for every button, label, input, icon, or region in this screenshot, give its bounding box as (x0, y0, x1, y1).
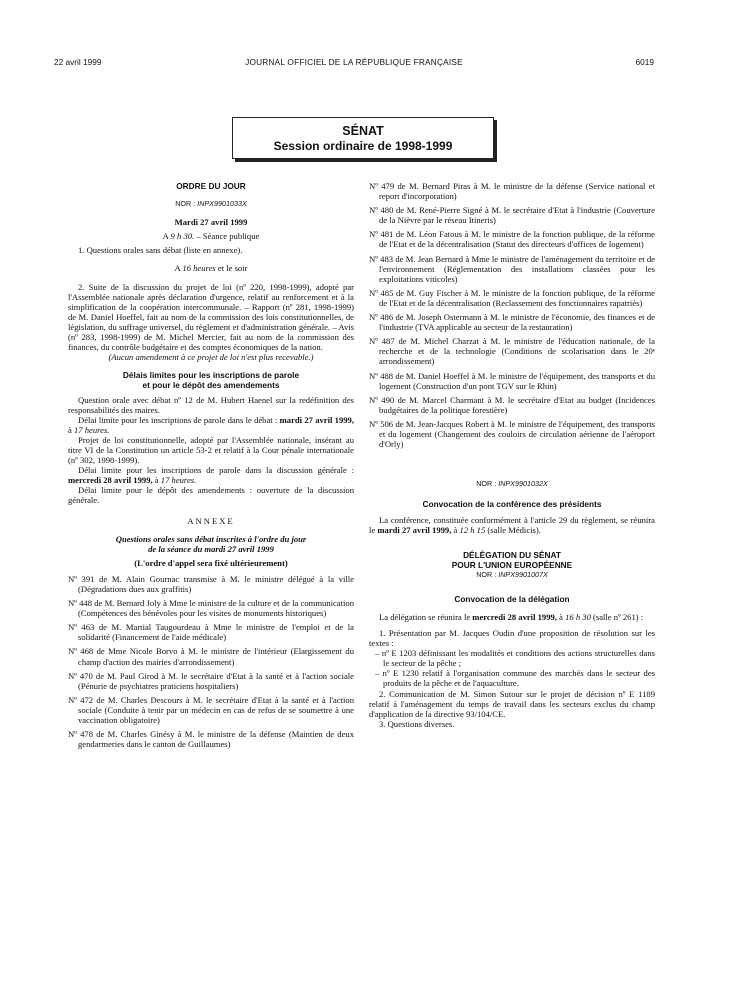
session-date: Mardi 27 avril 1999 (174, 217, 248, 228)
delais-heading-line2: et pour le dépôt des amendements (142, 380, 280, 391)
annexe-order-note: (L'ordre d'appel sera fixé ultérieurement) (134, 557, 288, 568)
question-item: Nº 470 de M. Paul Girod à M. le secrétaire d'Etat à la santé et à l'action sociale (Pénurie de psychiatres praticiens hospitaliers) (68, 670, 354, 691)
seance-time-afternoon: A 16 heures et le soir (174, 263, 248, 274)
delegation-paragraph: La délégation se réunira le mercredi 28 avril 1999, à 16 h 30 (salle nº 261) : (379, 611, 644, 622)
annexe-subheading: de la séance du mardi 27 avril 1999 (148, 543, 274, 554)
question-item: Nº 487 de M. Michel Charzat à M. le ministre de l'éducation nationale, de la recherche et de la technologie (Conditions de scolarisation dans le 20ᵉ arrondissement) (369, 336, 655, 367)
delegation-heading: POUR L'UNION EUROPÉENNE (451, 559, 573, 570)
nor-reference: NOR : INPX9901007X (476, 569, 548, 579)
question-item: Nº 391 de M. Alain Gournac transmise à M. le ministre délégué à la ville (Dégradations dues aux graffitis) (68, 573, 354, 594)
question-item: Nº 479 de M. Bernard Piras à M. le ministre de la défense (Service national et report d'incorporation) (369, 181, 655, 202)
delais-paragraph: Question orale avec débat nº 12 de M. Hubert Haenel sur la redéfinition des responsabilités des maires. (68, 394, 354, 415)
delegation-item-2: 2. Communication de M. Simon Sutour sur le projet de décision nº E 1189 relatif à l'aménagement du temps de travail dans les secteurs exclus du champ d'application de la directive 93/104/CE. (369, 688, 655, 719)
agenda-item-2: 2. Suite de la discussion du projet de loi (nº 220, 1998-1999), adopté par l'Assemblée nationale après déclaration d'urgence, relatif au renforcement et à la simplification de la coopération intercommunale. – Rapport (nº 281, 1998-1999) de M. Daniel Hoeffel, fait au nom de la commission des lois constitutionnelles, de législation, du suffrage universel, du règlement et d'administration générale. – Avis (nº 283, 1998-1999) de M. Michel Mercier, fait au nom de la commission des finances, du contrôle budgétaire et des comptes économiques de la nation. (68, 281, 354, 353)
agenda-item-1: 1. Questions orales sans débat (liste en annexe). (78, 245, 243, 256)
seance-time-morning: A 9 h 30. – Séance publique (162, 231, 260, 242)
session-title: Session ordinaire de 1998-1999 (273, 139, 453, 153)
ordre-du-jour-heading: ORDRE DU JOUR (176, 181, 246, 191)
delais-paragraph: Délai limite pour les inscriptions de parole dans la discussion générale : mercredi 28 avril 1999, à 17 heures. (68, 465, 354, 486)
question-item: Nº 490 de M. Marcel Charmant à M. le secrétaire d'Etat au budget (Incidences budgétaires de la politique forestière) (369, 394, 655, 415)
nor-reference: NOR : INPX9901033X (175, 199, 247, 209)
question-item: Nº 478 de M. Charles Ginésy à M. le ministre de la défense (Maintien de deux gendarmeries dans le canton de Guillaumes) (68, 729, 354, 750)
right-column (369, 181, 655, 729)
annexe-subheading: Questions orales sans débat inscrites à l'ordre du jour (115, 533, 307, 544)
question-item: Nº 486 de M. Joseph Ostermann à M. le ministre de l'économie, des finances et de l'industrie (TVA applicable au secteur de la restauration) (369, 312, 655, 333)
question-item: Nº 481 de M. Léon Fatous à M. le ministre de la fonction publique, de la réforme de l'Etat et de la décentralisation (Statut des directeurs d'offices de logement) (369, 229, 655, 250)
conference-paragraph: La conférence, constituée conformément à l'article 29 du règlement, se réunira le mardi 27 avril 1999, à 12 h 15 (salle Médicis). (369, 515, 655, 536)
question-item: Nº 506 de M. Jean-Jacques Robert à M. le ministre de l'équipement, des transports et du logement (Changement des couloirs de circulation aérienne de l'aéroport d'Orly) (369, 418, 655, 450)
delegation-item-1: 1. Présentation par M. Jacques Oudin d'une proposition de résolution sur les textes : (369, 628, 655, 649)
nor-reference: NOR : INPX9901032X (476, 479, 548, 489)
delegation-item-3: 3. Questions diverses. (379, 718, 455, 729)
page-number: 6019 (635, 57, 654, 67)
question-item: Nº 483 de M. Jean Bernard à Mme le ministre de l'aménagement du territoire et de l'environnement (Réglementation des installations classées pour les exploitations viticoles) (369, 253, 655, 284)
delegation-subitem: – nº E 1203 définissant les modalités et conditions des actions structurelles dans le secteur de la pêche ; (375, 648, 655, 669)
delais-paragraph: Délai limite pour les inscriptions de parole dans le débat : mardi 27 avril 1999, à 17 heures. (68, 414, 354, 435)
header-date: 22 avril 1999 (54, 57, 102, 67)
delais-paragraph: Délai limite pour le dépôt des amendements : ouverture de la discussion générale. (68, 485, 354, 506)
senate-title: SÉNAT (342, 124, 384, 138)
delegation-heading: DÉLÉGATION DU SÉNAT (463, 549, 561, 560)
question-item: Nº 448 de M. Bernard Joly à Mme le ministre de la culture et de la communication (Compétences des bénévoles pour les visites de monuments historiques) (68, 598, 354, 619)
question-item: Nº 488 de M. Daniel Hoeffel à M. le ministre de l'équipement, des transports et du logement (Construction d'un pont TGV sur le Rhin) (369, 370, 655, 391)
conference-heading: Convocation de la conférence des présidents (422, 499, 602, 510)
delegation-convocation-heading: Convocation de la délégation (454, 593, 570, 604)
delais-paragraph: Projet de loi constitutionnelle, adopté par l'Assemblée nationale, insérant au titre VI de la Constitution un article 53-2 et relatif à la Cour pénale internationale (nº 302, 1998-1999). (68, 434, 354, 466)
senate-title-box (232, 117, 494, 159)
delegation-subitem: – nº E 1230 relatif à l'organisation commune des marchés dans le secteur des produits de la pêche et de l'aquaculture. (375, 668, 655, 689)
amendment-note: (Aucun amendement à ce projet de loi n'est plus recevable.) (108, 352, 314, 363)
running-header (54, 57, 654, 69)
question-item: Nº 480 de M. René-Pierre Signé à M. le secrétaire d'Etat à l'industrie (Couverture de la Nièvre par le réseau Itineris) (369, 205, 655, 226)
question-item: Nº 472 de M. Charles Descours à M. le secrétaire d'Etat à la santé et à l'action sociale (Conduite à tenir par un médecin en cas de refus de se soumettre à une vaccination obligatoire) (68, 694, 354, 726)
annexe-heading: ANNEXE (187, 515, 235, 526)
question-item: Nº 485 de M. Guy Fischer à M. le ministre de la fonction publique, de la réforme de l'Etat et de la décentralisation (Reclassement des fonctionnaires rapatriés) (369, 287, 655, 308)
delais-heading-line1: Délais limites pour les inscriptions de parole (122, 370, 300, 381)
journal-title: JOURNAL OFFICIEL DE LA RÉPUBLIQUE FRANÇAISE (245, 57, 463, 67)
left-column (68, 181, 354, 749)
question-item: Nº 463 de M. Martial Taugourdeau à Mme le ministre de l'emploi et de la solidarité (Financement de l'aide médicale) (68, 622, 354, 643)
question-item: Nº 468 de Mme Nicole Borvo à M. le ministre de l'intérieur (Elargissement du champ d'action des mairies d'arrondissement) (68, 646, 354, 667)
